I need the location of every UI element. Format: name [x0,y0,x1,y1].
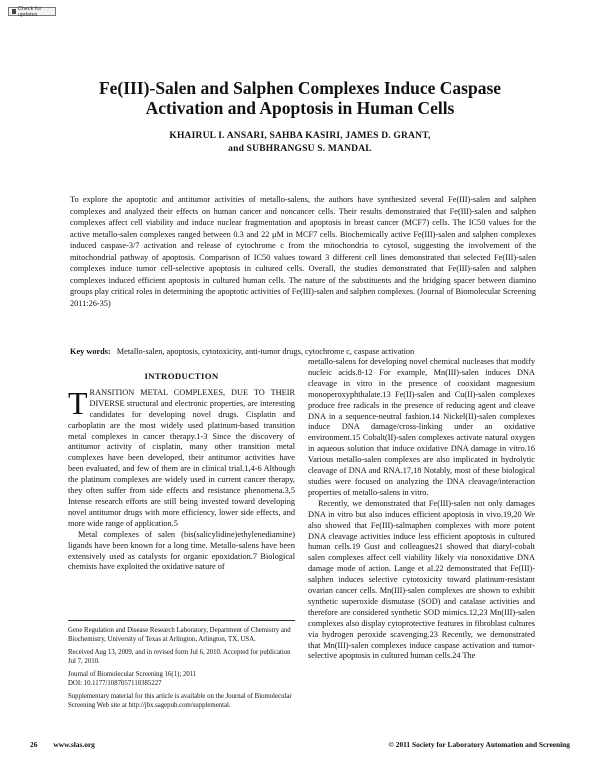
journal-citation: Journal of Biomolecular Screening 16(1); 2011 [68,671,197,678]
authors-line-1: KHAIRUL I. ANSARI, SAHBA KASIRI, JAMES D. GRANT, [169,131,431,141]
doi: DOI: 10.1177/1087057110385227 [68,679,162,687]
keywords-text: Metallo-salen, apoptosis, cytotoxicity, anti-tumor drugs, cytochrome c, caspase activation [116,347,415,356]
authors-line-2: and SUBHRANGSU S. MANDAL [228,143,372,154]
footer-left [30,740,111,749]
intro-paragraph-4: Recently, we demonstrated that Fe(III)-salen not only damages DNA in vitro but also induces efficient apoptosis in vivo.19,20 We also showed that Fe(III)-salmaphen complexes with more potent DNA cleavage activities induce less efficient apoptosis in cultured human cells.19 Gust and colleagues21 showed that diaryl-cobalt salen complexes affect cell viability likely via nonoxidative DNA damage mode of action. Lange et al.22 demonstrated that Fe(III)-salphen induces selective cytotoxicity toward platinum-resistant ovarian cancer cells. Mn(III)-salen complexes are shown to exhibit synthetic superoxide dismutase (SOD) and catalase activities and therefore are considered synthetic SOD mimics.12,23 Mn(III)-salen complexes also display cytoprotective features in fibroblast cultures via hydrogen peroxide scavenging.23 Recently, we demonstrated that Mn(III)-salen complexes induce caspase activation and tumor-selective apoptosis in cultured human cells.24 The [308,498,535,661]
footnote-divider [68,620,295,621]
title-line-1: Fe(III)-Salen and Salphen Complexes Induce Caspase [98,78,502,98]
intro-paragraph-3: metallo-salens for developing novel chemical nucleases that modify nucleic acids.8-12 For example, Mn(III)-salen induces DNA cleavage in vitro in the presence of cooxidant magnesium monoperoxyphthalate.13 Fe(II)-salen and Cu(II)-salen complexes produce free radicals in the presence of reducing agent and cleave DNA in a sequence-neutral fashion.14 Nickel(II)-salen complexes induce DNA damage/cross-linking under an oxidative environment.15 Cobalt(II)-salen complexes activate natural oxygen in aqueous solution that induce oxidative DNA damage in vitro.16 Various metallo-salen complexes are also implicated in hydrolytic cleavage of DNA and RNA.17,18 Notably, most of these biological studies were focused on analyzing the DNA cleavage/interaction properties of metallo-salens in vitro. [308,357,535,497]
section-heading: INTRODUCTION [144,371,219,381]
keywords [70,346,536,357]
author-list [60,130,540,155]
received-note: Received Aug 13, 2009, and in revised form Jul 6, 2010. Accepted for publication Jul 7, 2010. [68,649,291,665]
affiliation-note: Gene Regulation and Disease Research Laboratory, Department of Chemistry and Biochemistry, University of Texas at Arlington, Arlington, TX, USA. [68,627,291,643]
keywords-label: Key words: [70,347,111,356]
footer-copyright: © 2011 Society for Laboratory Automation and Screening [388,740,570,749]
right-column [308,357,535,662]
footnotes [68,620,295,715]
intro-paragraph-1-text: structural and electronic properties, are interesting candidates for developing novel drugs. Cisplatin and carboplatin are the most widely used platinum-based transition metal complexes in cancer therapy.1-3 Since the discovery of antitumor activity of cisplatin, many other transition metal complexes have been developed, their antitumor activities have been evaluated, and few of them are in clinical trial.1,4-6 Although the platinum complexes are widely used in current cancer therapy, they often suffer from side effects and resistance phenomena.3,5 Intense research efforts are still being invested toward developing novel antitumor drugs with more efficiency, lower side effects, and more wide range of application.5 [68,398,295,528]
intro-paragraph-1 [68,384,295,530]
supplementary-note: Supplementary material for this article is available on the Journal of Biomolecular Screening Web site at http://jbx.sagepub.com/supplemental. [68,693,292,709]
badge-label: Check for updates [17,5,42,18]
journal-note [68,671,295,688]
article-title [60,78,540,118]
page-number: 26 [30,740,38,749]
drop-cap: T [68,384,88,421]
left-column [68,371,295,573]
intro-lead-in: RANSITION METAL COMPLEXES, DUE TO THEIR DIVERSE [89,387,295,408]
footer-site: www.slas.org [53,740,95,749]
title-line-2: Activation and Apoptosis in Human Cells [145,98,455,118]
abstract: To explore the apoptotic and antitumor activities of metallo-salens, the authors have synthesized several Fe(III)-salen and salphen complexes and analyzed their effects on human cancer and noncancer cells. Their results demonstrated that Fe(III)-salen and salphen complexes affect cell viability and induce nuclear fragmentation and apoptosis in breast cancer (MCF7) cells. The IC50 values for the active metallo-salen complexes ranged between 0.3 and 22 μM in MCF7 cells. Biochemically active Fe(III)-salen and salphen complexes induced caspase-3/7 activation and release of cytochrome c from the mitochondria to cytosol, suggesting the involvement of the mitochondrial pathway of apoptosis. Comparison of IC50 values toward 3 different cell lines demonstrated that selected Fe(III)-salen complexes induce tumor cell-selective apoptosis in cultured cells. Overall, the studies demonstrated that Fe(III)-salen and salphen complexes induced efficient apoptosis in cultured human cells. The nature of the substituents and the bridging spacer between diamino groups play critical roles in determining the apoptotic activities of Fe(III)-salen and salphen complexes. (Journal of Biomolecular Screening 2011:26-35) [70,195,536,308]
page-footer [30,740,570,749]
intro-paragraph-2: Metal complexes of salen (bis(salicylidine)ethylenediamine) ligands have been known for a long time. Metallo-salens have been extensively used as catalysts for organic epoxidation.7 Biological chemists have exploited the oxidative nature of [68,529,295,572]
check-for-updates-badge[interactable] [8,7,56,16]
update-icon [12,9,16,14]
